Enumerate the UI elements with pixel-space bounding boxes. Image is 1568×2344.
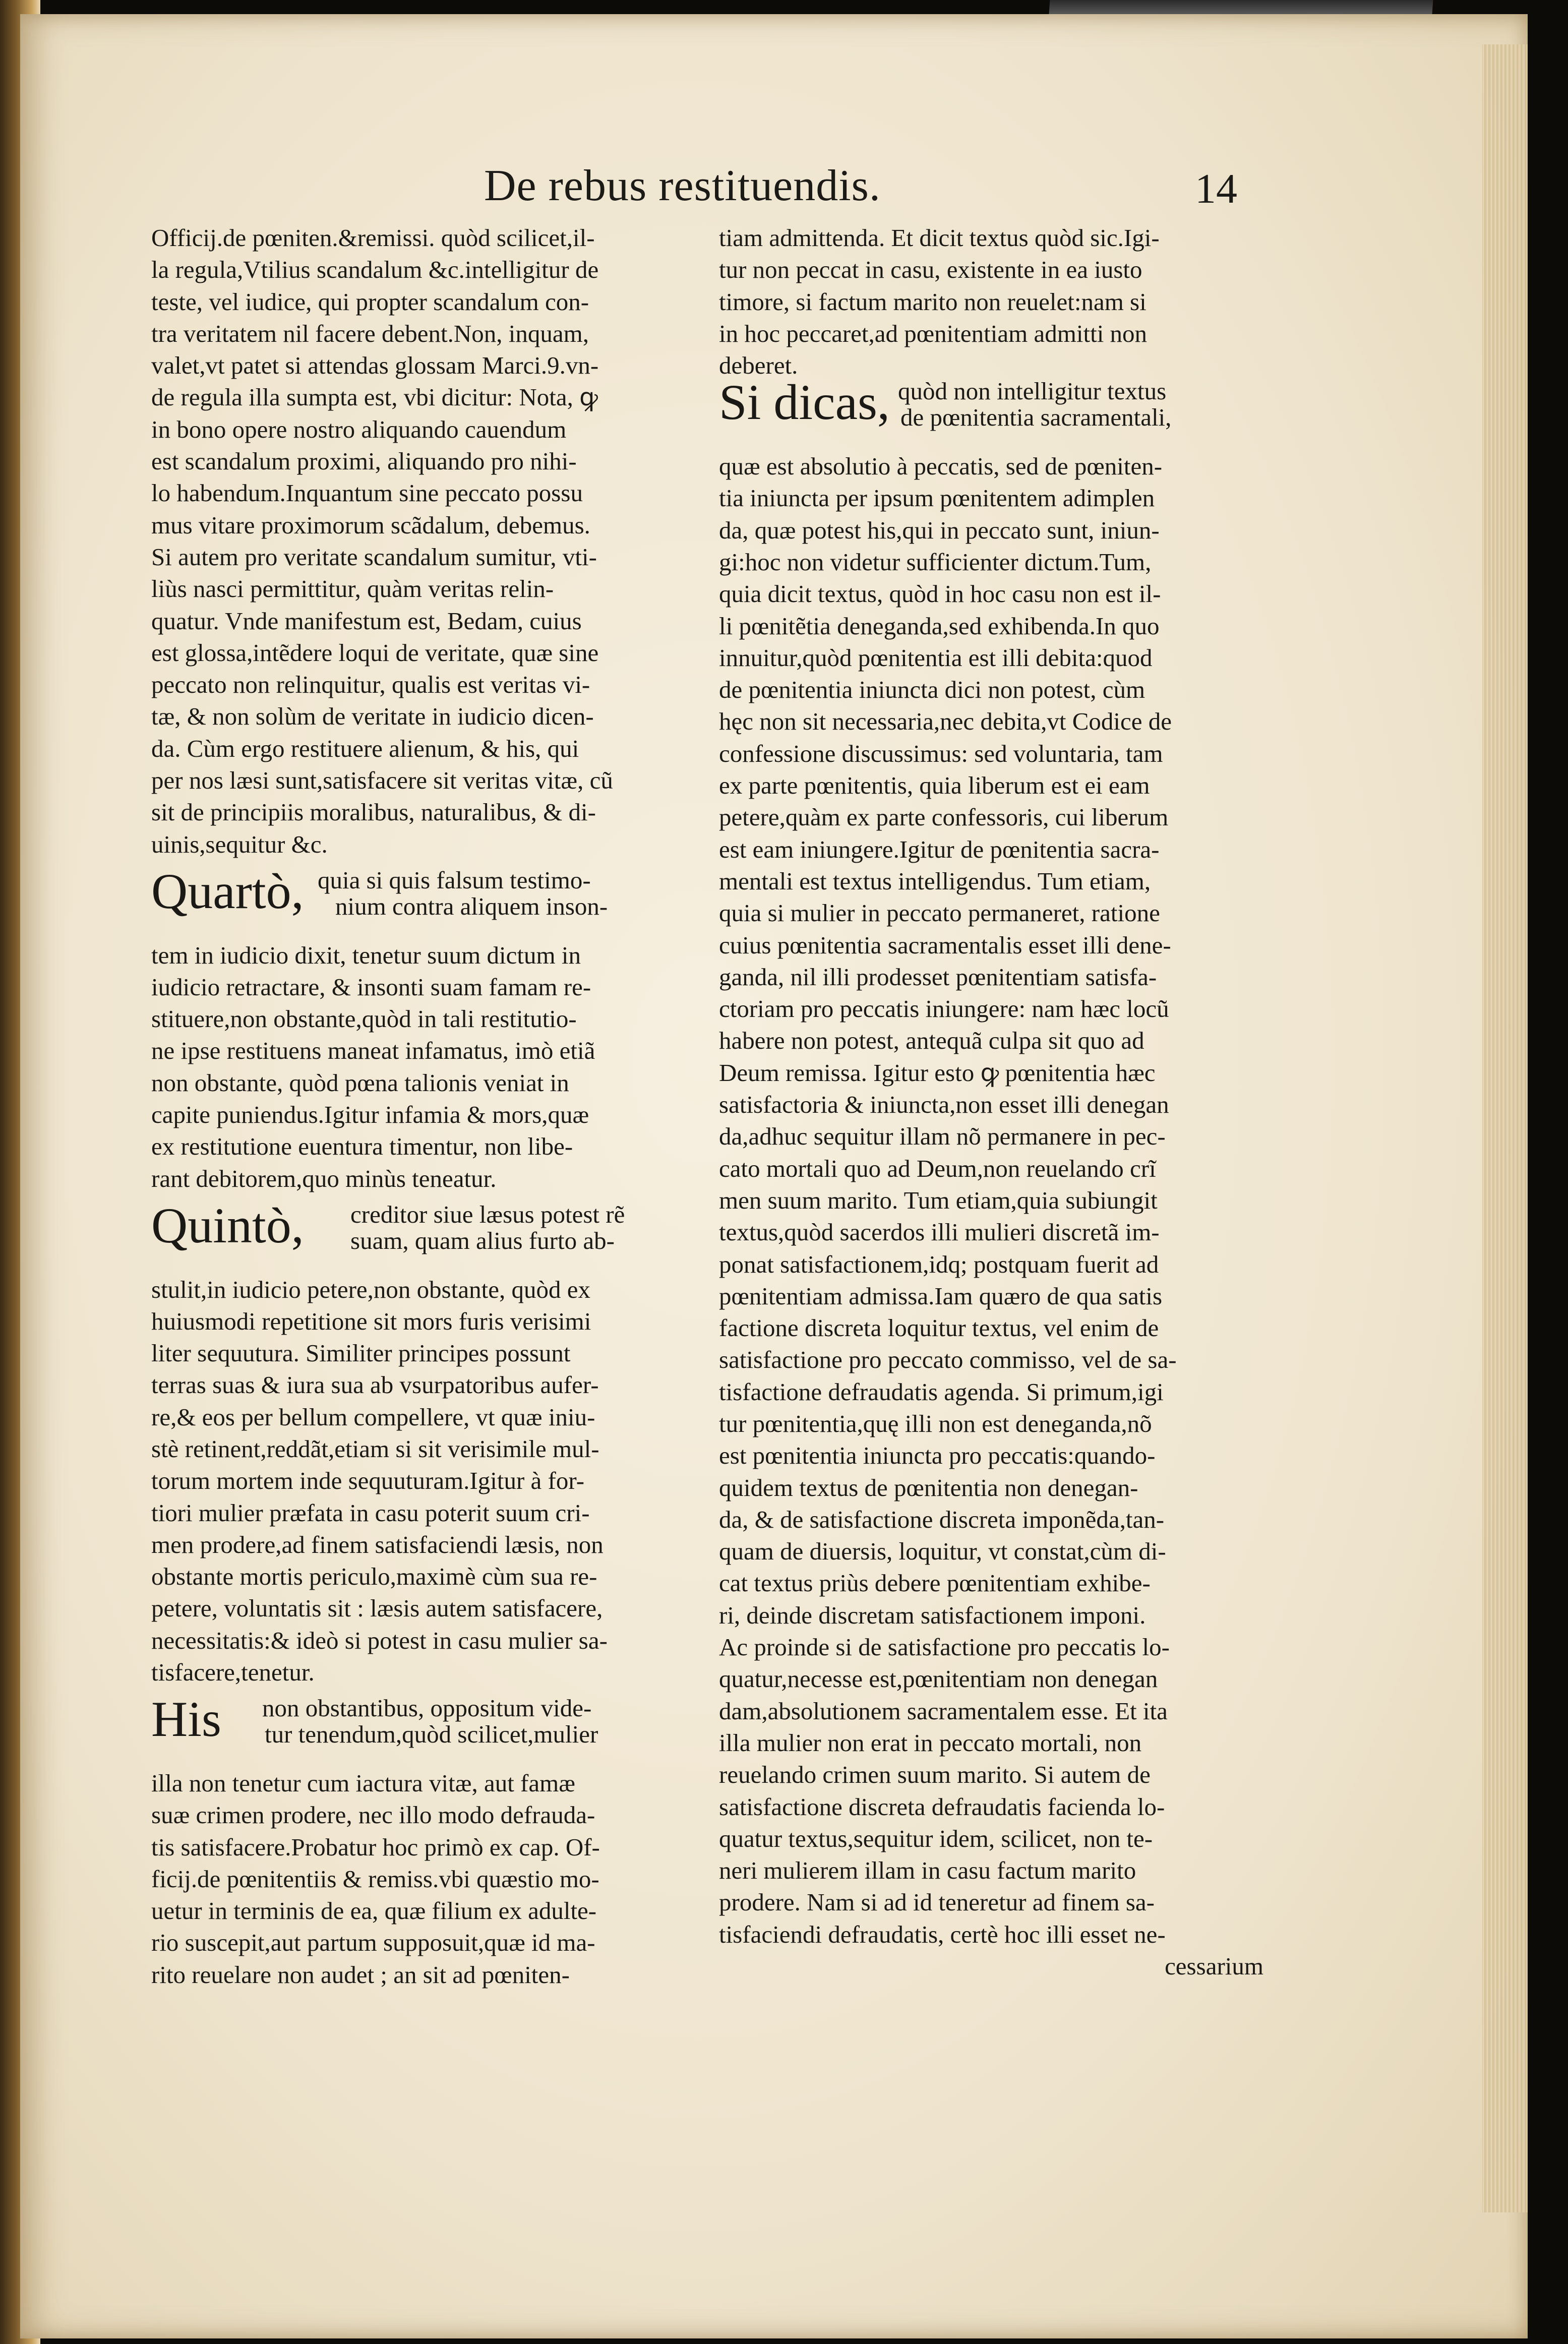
text-line: teste, vel iudice, qui propter scandalum con- (151, 287, 589, 316)
text-line: quidem textus de pœnitentia non denegan- (719, 1473, 1138, 1501)
text-line: quam de diuersis, loquitur, vt constat,cùm di- (719, 1537, 1166, 1566)
text-line: innuitur,quòd pœnitentia est illi debita:quod (719, 643, 1153, 672)
text-line: capite puniendus.Igitur infamia & mors,quæ (151, 1101, 589, 1129)
text-line: re,& eos per bellum compellere, vt quæ iniu- (151, 1403, 595, 1431)
left-text-block-b (151, 939, 691, 1194)
text-line: hęc non sit necessaria,nec debita,vt Codice de (719, 707, 1172, 736)
text-line: stè retinent,reddãt,etiam si sit verisimile mul- (151, 1434, 599, 1463)
text-line: factione discreta loquitur textus, vel enim de (719, 1314, 1159, 1342)
text-line: liùs nasci permittitur, quàm veritas relin- (151, 575, 554, 603)
quinto-initial: Quintò, (151, 1197, 304, 1253)
his-lead-line: tur tenendum,quòd scilicet,mulier (265, 1720, 598, 1749)
his-initial: His (151, 1691, 221, 1748)
text-line: da, & de satisfactione discreta imponẽda,tan- (719, 1505, 1165, 1533)
page-edges (1482, 44, 1528, 2212)
text-line: tiori mulier præfata in casu poterit suum cri- (151, 1498, 590, 1527)
text-line: mentali est textus intelligendus. Tum etiam, (719, 867, 1151, 895)
folio-number: 14 (1195, 165, 1237, 212)
text-line: torum mortem inde sequuturam.Igitur à for- (151, 1467, 585, 1495)
quarto-initial: Quartò, (151, 863, 304, 919)
text-line: est scandalum proximi, aliquando pro nihi- (151, 447, 577, 475)
quinto-lead-line: creditor siue læsus potest rẽ (350, 1200, 625, 1228)
text-line: sit de principiis moralibus, naturalibus, & di- (151, 798, 596, 826)
text-line: obstante mortis periculo,maximè cùm sua re- (151, 1562, 597, 1591)
text-line: dam,absolutionem sacramentalem esse. Et ita (719, 1697, 1168, 1725)
text-line: peccato non relinquitur, qualis est veritas vi- (151, 671, 590, 699)
quinto-lead-line: suam, quam alius furto ab- (350, 1226, 615, 1254)
text-line: Ac proinde si de satisfactione pro peccatis lo- (719, 1633, 1170, 1661)
left-text-block-c (151, 1274, 691, 1689)
text-line: textus,quòd sacerdos illi mulieri discretã im- (719, 1218, 1160, 1246)
text-line: est eam iniungere.Igitur de pœnitentia sacra- (719, 835, 1160, 863)
text-line: illa mulier non erat in peccato mortali, non (719, 1728, 1142, 1757)
sidicas-lead-line: quòd non intelligitur textus (898, 377, 1167, 405)
text-line: uinis,sequitur &c. (151, 830, 328, 858)
sidicas-initial: Si dicas, (719, 374, 890, 431)
text-line: per nos læsi sunt,satisfacere sit veritas vitæ, cũ (151, 766, 613, 795)
text-line: ficij.de pœnitentiis & remiss.vbi quæstio mo- (151, 1865, 599, 1893)
text-line: confessione discussimus: sed voluntaria, tam (719, 739, 1163, 767)
text-line: tra veritatem nil facere debent.Non, inquam, (151, 319, 589, 347)
catchword-line (719, 1950, 1274, 1982)
text-line: in hoc peccaret,ad pœnitentiam admitti non (719, 319, 1148, 347)
text-line: petere, voluntatis sit : læsis autem satisfacere, (151, 1594, 603, 1622)
text-line: rio suscepit,aut partum supposuit,quæ id ma- (151, 1929, 595, 1957)
right-text-block-b (719, 450, 1274, 1950)
catchword: cessarium (1165, 1952, 1263, 1980)
text-line: satisfactione discreta defraudatis facienda lo- (719, 1792, 1165, 1821)
text-line: da, quæ potest his,qui in peccato sunt, iniun- (719, 516, 1160, 544)
text-line: Officij.de pœniten.&remissi. quòd scilicet,il- (151, 224, 595, 252)
quarto-lead-line: quia si quis falsum testimo- (318, 866, 591, 894)
text-line: de pœnitentia iniuncta dici non potest, cùm (719, 676, 1145, 704)
text-line: Si autem pro veritate scandalum sumitur, vti- (151, 543, 597, 571)
text-line: tiam admittenda. Et dicit textus quòd sic.Igi- (719, 224, 1160, 252)
text-line: stulit,in iudicio petere,non obstante, quòd ex (151, 1275, 590, 1303)
text-line: stituere,non obstante,quòd in tali restitutio- (151, 1005, 577, 1033)
text-line: Deum remissa. Igitur esto ꝙ pœnitentia hæc (719, 1058, 1156, 1087)
text-line: ctoriam pro peccatis iniungere: nam hæc locũ (719, 995, 1169, 1023)
text-line: in bono opere nostro aliquando cauendum (151, 415, 567, 443)
text-line: gi:hoc non videtur sufficienter dictum.Tum, (719, 548, 1152, 576)
text-line: quatur,necesse est,pœnitentiam non denegan (719, 1665, 1158, 1693)
text-line: cuius pœnitentia sacramentalis esset illi dene- (719, 931, 1171, 959)
text-line: ri, deinde discretam satisfactionem imponi. (719, 1601, 1146, 1629)
text-line: de regula illa sumpta est, vbi dicitur: Nota, ꝙ (151, 383, 598, 411)
text-line: tem in iudicio dixit, tenetur suum dictum in (151, 941, 581, 969)
right-column (719, 222, 1274, 1982)
text-line: neri mulierem illam in casu factum marito (719, 1856, 1136, 1885)
text-line: quæ est absolutio à peccatis, sed de pœniten- (719, 452, 1163, 480)
left-text-block-d (151, 1767, 691, 1991)
text-line: habere non potest, antequã culpa sit quo ad (719, 1027, 1144, 1055)
text-line: ne ipse restituens maneat infamatus, imò etiã (151, 1037, 595, 1065)
text-line: tisfactione defraudatis agenda. Si primum,igi (719, 1377, 1164, 1406)
right-text-block-a (719, 222, 1274, 381)
page-header (484, 160, 1271, 216)
text-line: necessitatis:& ideò si potest in casu mulier sa- (151, 1626, 608, 1654)
text-line: terras suas & iura sua ab vsurpatoribus aufer- (151, 1371, 599, 1399)
text-line: huiusmodi repetitione sit mors furis verisimi (151, 1307, 591, 1335)
text-line: quia dicit textus, quòd in hoc casu non est il- (719, 580, 1161, 608)
text-line: reuelando crimen suum marito. Si autem de (719, 1761, 1151, 1789)
text-line: rito reuelare non audet ; an sit ad pœniten- (151, 1960, 570, 1989)
text-line: est glossa,intẽdere loqui de veritate, quæ sine (151, 638, 599, 667)
left-column (151, 222, 691, 1991)
text-line: tia iniuncta per ipsum pœnitentem adimplen (719, 484, 1155, 512)
text-line: men suum marito. Tum etiam,quia subiungit (719, 1186, 1158, 1214)
text-line: non obstante, quòd pœna talionis veniat in (151, 1068, 569, 1097)
quarto-lead-line: nium contra aliquem inson- (335, 892, 608, 920)
text-line: ex parte pœnitentis, quia liberum est ei eam (719, 771, 1150, 800)
text-line: ex restitutione euentura timentur, non libe- (151, 1132, 573, 1161)
text-line: lo habendum.Inquantum sine peccato possu (151, 479, 583, 507)
text-line: quia si mulier in peccato permaneret, ratione (719, 899, 1160, 927)
text-line: da. Cùm ergo restituere alienum, & his, qui (151, 734, 579, 762)
quarto-paragraph-head (151, 863, 691, 920)
text-line: pœnitentiam admissa.Iam quæro de qua satis (719, 1282, 1163, 1310)
text-line: est pœnitentia iniuncta pro peccatis:quando- (719, 1441, 1156, 1470)
text-line: tisfaciendi defraudatis, certè hoc illi esset ne- (719, 1920, 1166, 1948)
his-paragraph-head (151, 1691, 691, 1749)
text-line: tis satisfacere.Probatur hoc primò ex cap. Of- (151, 1833, 600, 1861)
text-line: liter sequutura. Similiter principes possunt (151, 1339, 571, 1367)
text-line: ganda, nil illi prodesset pœnitentiam satisfa- (719, 963, 1157, 991)
text-line: deberet. (719, 351, 798, 380)
text-line: timore, si factum marito non reuelet:nam si (719, 287, 1147, 316)
text-line: iudicio retractare, & insonti suam famam re- (151, 973, 591, 1001)
text-line: cato mortali quo ad Deum,non reuelando crĩ (719, 1154, 1156, 1182)
text-line: ponat satisfactionem,idq; postquam fuerit ad (719, 1250, 1159, 1278)
text-line: mus vitare proximorum scãdalum, debemus. (151, 511, 590, 539)
text-line: men prodere,ad finem satisfaciendi læsis, non (151, 1530, 604, 1558)
text-line: quatur. Vnde manifestum est, Bedam, cuius (151, 607, 582, 635)
running-title: De rebus restituendis. (484, 161, 881, 210)
text-line: da,adhuc sequitur illam nõ permanere in pec- (719, 1122, 1166, 1151)
left-text-block-a (151, 222, 691, 860)
text-line: li pœnitẽtia deneganda,sed exhibenda.In quo (719, 612, 1160, 640)
text-line: la regula,Vtilius scandalum &c.intelligitur de (151, 256, 599, 284)
text-line: tur pœnitentia,quę illi non est deneganda,nõ (719, 1409, 1152, 1437)
text-line: satisfactoria & iniuncta,non esset illi denegan (719, 1091, 1169, 1119)
text-line: illa non tenetur cum iactura vitæ, aut famæ (151, 1769, 575, 1797)
text-line: quatur textus,sequitur idem, scilicet, non te- (719, 1824, 1153, 1852)
text-line: prodere. Nam si ad id teneretur ad finem sa- (719, 1888, 1155, 1916)
sidicas-lead-line: de pœnitentia sacramentali, (900, 403, 1172, 432)
text-line: petere,quàm ex parte confessoris, cui liberum (719, 803, 1169, 831)
text-line: uetur in terminis de ea, quæ filium ex adulte- (151, 1897, 597, 1925)
text-line: valet,vt patet si attendas glossam Marci.9.vn- (151, 351, 599, 380)
text-line: rant debitorem,quo minùs teneatur. (151, 1164, 497, 1192)
text-line: tæ, & non solùm de veritate in iudicio dicen- (151, 702, 594, 731)
sidicas-paragraph-head (719, 374, 1274, 432)
his-lead-line: non obstantibus, oppositum vide- (262, 1694, 592, 1722)
text-line: cat textus priùs debere pœnitentiam exhibe- (719, 1569, 1151, 1597)
text-line: suæ crimen prodere, nec illo modo defrauda- (151, 1801, 595, 1829)
text-line: satisfactione pro peccato commisso, vel de sa- (719, 1346, 1177, 1374)
quinto-paragraph-head (151, 1197, 691, 1254)
text-line: tisfacere,tenetur. (151, 1658, 315, 1687)
text-line: tur non peccat in casu, existente in ea iusto (719, 256, 1142, 284)
